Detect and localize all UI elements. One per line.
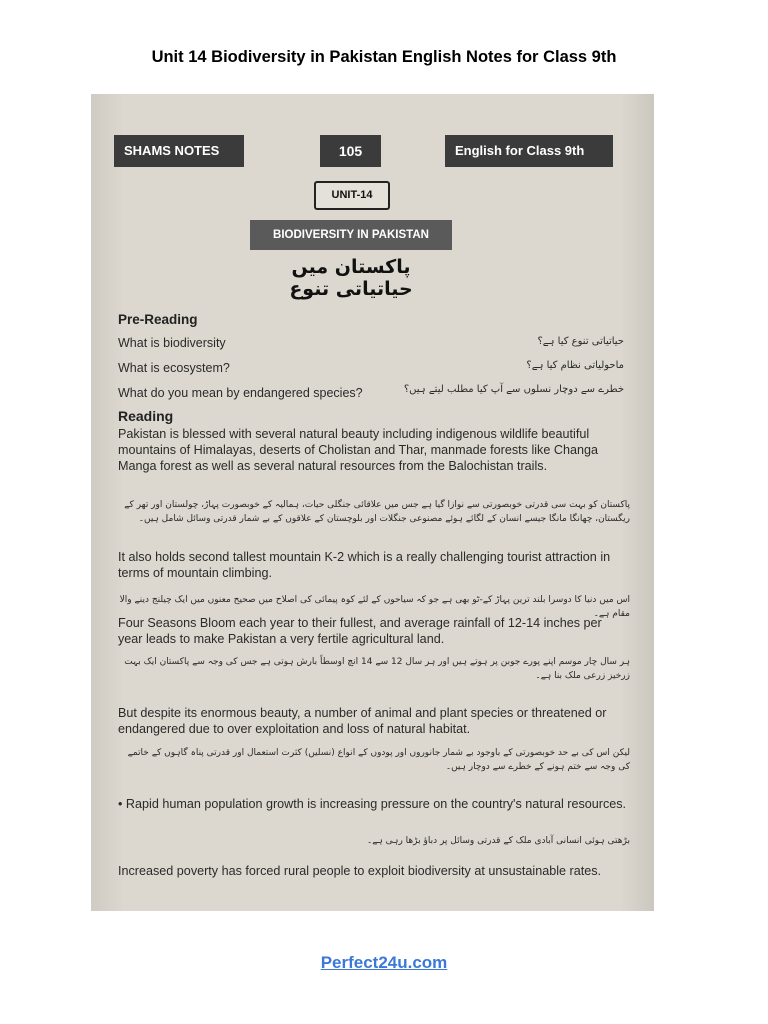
question-en: What do you mean by endangered species? [118,386,363,400]
question-en: What is ecosystem? [118,361,230,375]
paragraph-en: But despite its enormous beauty, a number of animal and plant species or threatened or endangered due to over exploitation and loss of natural habitat. [118,706,607,736]
paragraph-ur: پاکستان کو بہت سی قدرتی خوبصورتی سے نوازا گیا ہے جس میں علاقائی جنگلی حیات، ہمالیہ کے خوبصورت پہاڑ، چولستان اور تھر کے ریگستان، چھانگا مانگا جیسے انسان کے لگائے ہوئے مصنوعی جنگلات اور بلوچستان کے علاقوں کے بے شمار قدرتی وسائل شامل ہیں۔ [124,500,630,524]
bullet-icon: • [118,797,126,811]
footer-link[interactable]: Perfect24u.com [320,953,448,972]
question-en: What is biodiversity [118,336,226,350]
question-ur: حیاتیاتی تنوع کیا ہے؟ [537,336,624,347]
header-left-label: SHAMS NOTES [114,135,244,167]
document-title: Unit 14 Biodiversity in Pakistan English Notes for Class 9th [151,48,617,66]
question-ur: ماحولیاتی نظام کیا ہے؟ [526,360,624,371]
paragraph-ur: اس میں دنیا کا دوسرا بلند ترین پہاڑ کے-ٹو بھی ہے جو کہ سیاحوں کے لئے کوہ پیمائی کی اصلاح میں صحیح معنوں میں ایک چیلنج دینے والا مقام ہے۔ [119,595,630,619]
paragraph-ur: ہر سال چار موسم اپنے پورے جوبن پر ہوتے ہیں اور ہر سال 12 سے 14 انچ اوسطاً بارش ہوتی ہے جس کی وجہ سے پاکستان ایک بہت زرخیز زرعی ملک بنا ہے۔ [124,657,630,681]
bullet-paragraph-en [118,796,628,812]
urdu-section-title: پاکستان میں حیاتیاتی تنوع [289,256,413,300]
paragraph-ur: لیکن اس کی بے حد خوبصورتی کے باوجود بے شمار جانوروں اور پودوں کے انواع (نسلیں) کثرت استعمال اور قدرتی پناہ گاہوں کے خاتمے کی وجہ سے ختم ہونے کے خطرے سے دوچار ہیں۔ [127,748,630,772]
paragraph-en: Four Seasons Bloom each year to their fullest, and average rainfall of 12-14 inches per year leads to make Pakistan a very fertile agricultural land. [118,616,602,646]
paragraph-en: Pakistan is blessed with several natural beauty including indigenous wildlife beautiful mountains of Himalayas, deserts of Cholistan and Thar, manmade forests like Changa Manga forest as well as several natural resources from the Balochistan trails. [118,427,598,473]
header-right-label: English for Class 9th [445,135,613,167]
paragraph-en: Increased poverty has forced rural people to exploit biodiversity at unsustainable rates. [118,864,602,878]
section-title: BIODIVERSITY IN PAKISTAN [250,220,452,250]
page-number: 105 [320,135,381,167]
paragraph-ur: بڑھتی ہوئی انسانی آبادی ملک کے قدرتی وسائل پر دباؤ بڑھا رہی ہے۔ [367,836,630,846]
reading-heading: Reading [118,408,174,424]
question-ur: خطرے سے دوچار نسلوں سے آپ کیا مطلب لیتے ہیں؟ [403,384,624,395]
paragraph-text: Rapid human population growth is increasing pressure on the country's natural resources. [125,797,627,811]
unit-label: UNIT-14 [314,181,390,210]
pre-reading-heading: Pre-Reading [118,312,198,327]
scanned-page [91,94,654,911]
paragraph-en: It also holds second tallest mountain K-2 which is a really challenging tourist attraction in terms of mountain climbing. [118,550,611,580]
